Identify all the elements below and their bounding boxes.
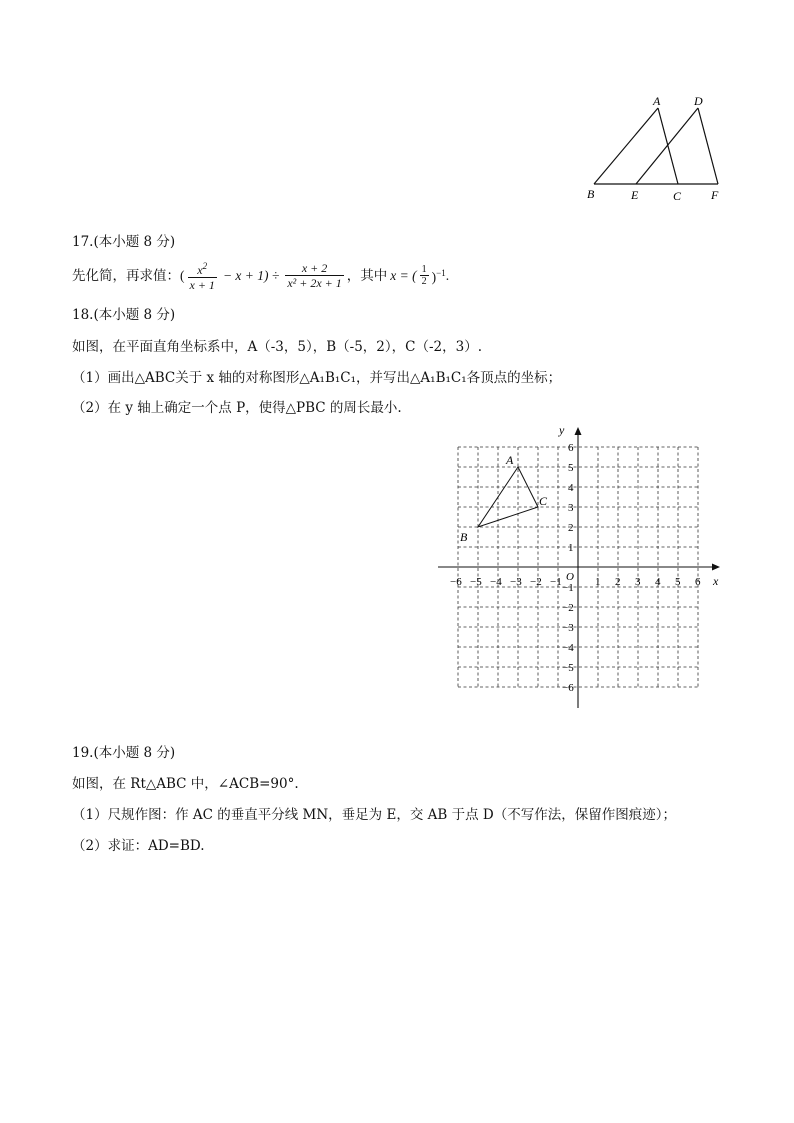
q18-intro: 如图，在平面直角坐标系中，A（-3，5），B（-5，2），C（-2，3）. — [72, 339, 483, 355]
triangle-abc — [478, 467, 538, 527]
q17-fraction-1 — [188, 259, 217, 292]
q17-expression: 先化简，再求值： ( $\frac{x^2}{x + 1}$ − x + 1) ÷ $\frac{x + 2}{\text{x² + 2x + 1}}$ ，其中 x = ( $\frac{1}{2}$ )$^{-1}$ . — [72, 261, 450, 292]
label-f: F — [711, 188, 719, 202]
q17-x-eq: x = ( — [390, 267, 417, 283]
x-tick-label: −2 — [530, 576, 542, 588]
y-tick-label: 3 — [568, 502, 574, 514]
x-tick-label: −4 — [490, 576, 502, 588]
q18-part1: （1）画出△ABC关于 x 轴的对称图形△A₁B₁C₁，并写出△A₁B₁C₁各顶点的坐标； — [72, 370, 562, 386]
y-tick-label: 4 — [568, 482, 574, 494]
x-tick-label: −5 — [470, 576, 482, 588]
y-tick-label: 6 — [568, 442, 574, 454]
y-axis-label: y — [559, 423, 565, 437]
q17-half — [420, 264, 429, 287]
y-tick-label: −3 — [562, 622, 574, 634]
q19-intro: 如图，在 Rt△ABC 中，∠ACB=90°. — [72, 776, 299, 792]
q17-frac1-num: x — [197, 263, 203, 277]
segment-ed — [636, 108, 698, 184]
q17-prefix: 先化简，再求值： — [72, 267, 180, 284]
y-tick-label: 1 — [568, 542, 574, 554]
q17-frac1-den: x + 1 — [189, 278, 215, 292]
y-tick-label: −2 — [562, 602, 574, 614]
y-tick-label: 5 — [568, 462, 574, 474]
y-axis-arrow-icon — [575, 427, 582, 435]
q19-header: 19.(本小题 8 分) — [72, 745, 176, 761]
y-tick-label: 2 — [568, 522, 574, 534]
x-axis-label: x — [713, 574, 719, 588]
y-tick-label: −5 — [562, 662, 574, 674]
label-c: C — [673, 189, 682, 203]
q17-frac2-num: x + 2 — [301, 261, 328, 275]
q18-header: 18.(本小题 8 分) — [72, 307, 176, 323]
x-tick-label: −3 — [510, 576, 522, 588]
x-tick-label: −1 — [550, 576, 562, 588]
segment-ac — [658, 108, 678, 184]
origin-label: O — [566, 571, 574, 583]
point-b-label: B — [460, 530, 468, 544]
q17-frac1-exp: 2 — [202, 261, 208, 271]
q17-frac2-den: x² + 2x + 1 — [287, 276, 342, 290]
q17-half-den: 2 — [421, 276, 427, 287]
segment-df — [698, 108, 718, 184]
q17-minus-part: − x + 1) ÷ — [222, 267, 280, 283]
x-tick-label: 5 — [675, 576, 681, 588]
x-tick-label: 1 — [595, 576, 601, 588]
coordinate-grid — [430, 420, 730, 715]
x-axis-arrow-icon — [712, 564, 720, 571]
q17-fraction-2 — [285, 261, 343, 290]
label-a: A — [653, 94, 661, 108]
point-a-label: A — [506, 453, 514, 467]
x-tick-label: 6 — [695, 576, 701, 588]
q18-part2: （2）在 y 轴上确定一个点 P，使得△PBC 的周长最小. — [72, 400, 402, 416]
label-d: D — [694, 94, 703, 108]
x-tick-label: 3 — [635, 576, 641, 588]
x-tick-label: 2 — [615, 576, 621, 588]
segment-ba — [594, 108, 658, 184]
point-c-label: C — [539, 494, 548, 508]
label-e: E — [631, 188, 639, 202]
q17-exponent: −1 — [436, 268, 446, 279]
label-b: B — [587, 187, 595, 201]
y-tick-label: −4 — [562, 642, 574, 654]
q19-part2: （2）求证：AD=BD. — [72, 838, 205, 854]
q19-part1: （1）尺规作图：作 AC 的垂直平分线 MN，垂足为 E，交 AB 于点 D（不写作法，保留作图痕迹）； — [72, 807, 676, 823]
q17-end: . — [445, 267, 450, 283]
triangles-figure — [580, 92, 740, 207]
q17-header: 17.(本小题 8 分) — [72, 234, 176, 250]
y-tick-label: −6 — [562, 682, 574, 694]
q17-half-num: 1 — [421, 264, 427, 275]
q17-where: ，其中 — [346, 267, 388, 284]
y-tick-label: −1 — [562, 582, 574, 594]
x-tick-label: 4 — [655, 576, 661, 588]
x-tick-label: −6 — [450, 576, 462, 588]
